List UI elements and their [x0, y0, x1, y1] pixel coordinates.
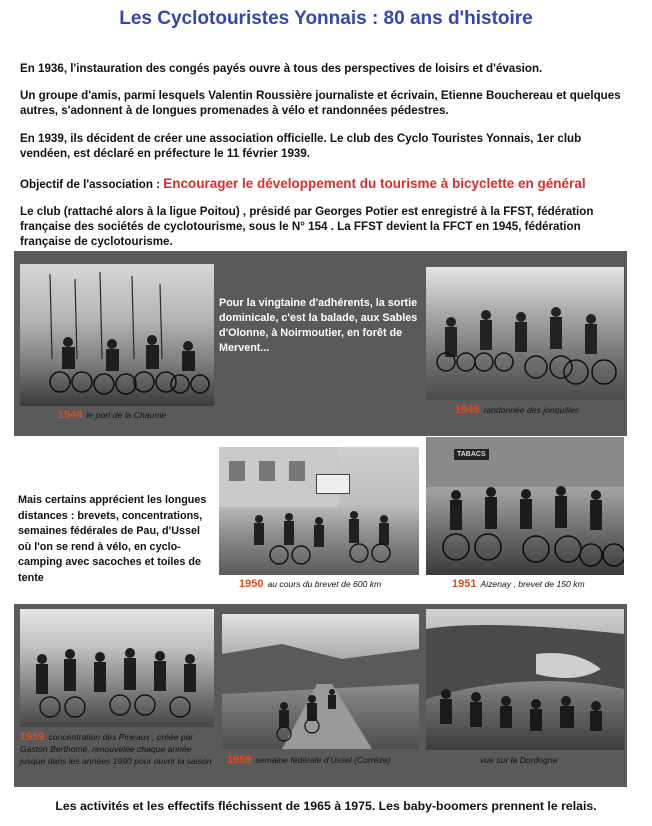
- road-sign: [316, 474, 350, 494]
- page-title: Les Cyclotouristes Yonnais : 80 ans d'histoire: [119, 8, 533, 29]
- objective-highlight: Encourager le développement du tourisme à bicyclette en général: [163, 176, 586, 191]
- photo-randonnee-jonquilles: [426, 267, 624, 400]
- caption-1950: [239, 578, 381, 590]
- photo-port-chaume: [20, 264, 214, 406]
- caption-1959-pineaux: [20, 731, 214, 767]
- caption-1959-ussel: [227, 754, 390, 766]
- caption-1959-pineaux-text: concentration des Pineaux , créée par Gaston Berthomé, renouvelée chaque année jusque dans les années 1990 pour ouvrir la saison: [20, 732, 212, 766]
- photo-dordogne: [426, 609, 624, 750]
- caption-1951-year: 1951: [452, 578, 477, 590]
- photo-brevet-600km: [219, 447, 419, 575]
- caption-1948-year: 1948: [58, 409, 83, 421]
- caption-1948: [58, 409, 166, 421]
- caption-1950-text: au cours du brevet de 600 km: [267, 579, 382, 589]
- federation-paragraph: Le club (rattaché alors à la ligue Poitou) , présidé par Georges Potier est enregistré à la FFST, fédération française des sociétés de cyclotourisme, sous le N° 154 . La FFST devient la FFCT en 1945, fédération française de cyclotourisme.: [20, 205, 594, 248]
- caption-1949: [455, 404, 579, 416]
- objective-paragraph: [20, 176, 625, 192]
- caption-1948-text: le port de la Chaume: [86, 410, 167, 420]
- caption-1959-ussel-text: semaine fédérale d'Ussel (Corrèze): [255, 755, 391, 765]
- intro-paragraph-1939: En 1939, ils décident de créer une association officielle. Le club des Cyclo Touristes Yonnais, 1er club vendéen, est déclaré en préfecture le 11 février 1939.: [20, 132, 582, 160]
- photo-pineaux: [20, 609, 214, 727]
- caption-1949-year: 1949: [455, 404, 480, 416]
- tabacs-sign: TABACS: [454, 449, 489, 460]
- row2-description: Mais certains apprécient les longues distances : brevets, concentrations, semaines fédérales de Pau, d'Ussel où l'on se rend à vélo, en cyclo-camping avec sacoches et toiles de tente: [18, 494, 207, 584]
- caption-dordogne: vue sur la Dordogne: [480, 755, 558, 765]
- row1-description: Pour la vingtaine d'adhérents, la sortie dominicale, c'est la balade, aux Sables d'Olonne, à Noirmoutier, en forêt de Mervent...: [219, 297, 418, 354]
- photo-aizenay: [426, 437, 624, 575]
- photo-ussel: [222, 614, 419, 749]
- intro-paragraph-1936: En 1936, l'instauration des congés payés ouvre à tous des perspectives de loisirs et d'évasion.: [20, 62, 543, 75]
- caption-1951: [452, 578, 585, 590]
- caption-1959-ussel-year: 1959: [227, 754, 252, 766]
- caption-1950-year: 1950: [239, 578, 264, 590]
- objective-label: Objectif de l'association :: [20, 178, 164, 191]
- caption-1959-pineaux-year: 1959: [20, 731, 45, 743]
- intro-paragraph-friends: Un groupe d'amis, parmi lesquels Valentin Roussière journaliste et écrivain, Etienne Bouchereau et quelques autres, s'adonnent à de longues promenades à vélo et randonnées pédestres.: [20, 89, 621, 117]
- footer-statement: Les activités et les effectifs fléchissent de 1965 à 1975. Les baby-boomers prennent le relais.: [55, 799, 597, 813]
- caption-1951-text: Aizenay , brevet de 150 km: [480, 579, 585, 589]
- caption-1949-text: randonnée des jonquilles: [483, 405, 580, 415]
